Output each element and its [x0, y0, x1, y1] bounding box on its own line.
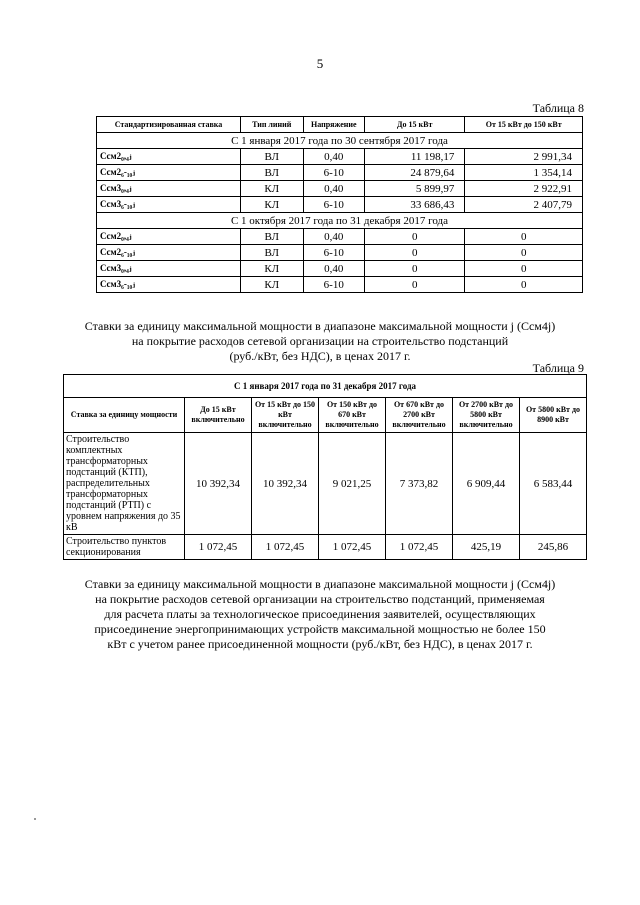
column-header: От 2700 кВт до 5800 кВт включительно	[453, 398, 520, 433]
column-header: Напряжение	[303, 117, 365, 133]
column-header: От 150 кВт до 670 кВт включительно	[319, 398, 386, 433]
period-row	[64, 375, 587, 398]
value-cell: 6 583,44	[520, 433, 587, 535]
value-cell: 1 072,45	[386, 535, 453, 560]
table-row	[64, 535, 587, 560]
rate-name: Cсм3₀,₄ⱼ	[97, 261, 241, 277]
value-cell: 0	[365, 261, 465, 277]
row-label: Строительство пунктов секционирования	[64, 535, 185, 560]
table-row	[97, 245, 583, 261]
voltage: 6-10	[303, 245, 365, 261]
heading-line: на покрытие расходов сетевой организации на строительство подстанций, применяемая	[95, 592, 545, 606]
table-9-caption: Таблица 9	[532, 361, 584, 375]
period-row	[97, 213, 583, 229]
voltage: 6-10	[303, 165, 365, 181]
table-row	[97, 277, 583, 293]
heading-line: Ставки за единицу максимальной мощности в диапазоне максимальной мощности j (Cсм4j)	[84, 577, 556, 591]
value-cell: 2 991,34	[465, 149, 583, 165]
rate-name: Cсм2₆-₁₀ⱼ	[97, 245, 241, 261]
column-header: До 15 кВт включительно	[185, 398, 252, 433]
line-type: ВЛ	[240, 229, 303, 245]
value-cell: 0	[365, 277, 465, 293]
value-cell: 2 407,79	[465, 197, 583, 213]
table-row	[64, 433, 587, 535]
value-cell: 7 373,82	[386, 433, 453, 535]
period-label: С 1 октября 2017 года по 31 декабря 2017 года	[97, 213, 583, 229]
heading-line: присоединение энергопринимающих устройств максимальной мощностью не более 150	[94, 622, 546, 636]
period-label: С 1 января 2017 года по 31 декабря 2017 года	[64, 375, 587, 398]
rate-name: Cсм3₆-₁₀ⱼ	[97, 277, 241, 293]
value-cell: 9 021,25	[319, 433, 386, 535]
column-header: От 670 кВт до 2700 кВт включительно	[386, 398, 453, 433]
value-cell: 1 354,14	[465, 165, 583, 181]
column-header: Стандартизированная ставка	[97, 117, 241, 133]
rate-name: Cсм2₆-₁₀ⱼ	[97, 165, 241, 181]
heading-line: на покрытие расходов сетевой организации на строительство подстанций	[131, 334, 509, 348]
scan-speck	[34, 818, 36, 820]
column-header: От 15 кВт до 150 кВт	[465, 117, 583, 133]
table-row	[97, 181, 583, 197]
voltage: 6-10	[303, 197, 365, 213]
value-cell: 10 392,34	[252, 433, 319, 535]
table-row	[97, 149, 583, 165]
table-10-heading	[40, 577, 600, 652]
table-row	[97, 165, 583, 181]
value-cell: 1 072,45	[252, 535, 319, 560]
column-header: Ставка за единицу мощности	[64, 398, 185, 433]
period-row	[97, 133, 583, 149]
heading-line: Ставки за единицу максимальной мощности в диапазоне максимальной мощности j (Cсм4j)	[84, 319, 556, 333]
heading-line: для расчета платы за технологическое присоединения заявителей, осуществляющих	[104, 607, 536, 621]
table-row	[97, 229, 583, 245]
table-header-row	[64, 398, 587, 433]
column-header: Тип линий	[240, 117, 303, 133]
line-type: ВЛ	[240, 165, 303, 181]
column-header: До 15 кВт	[365, 117, 465, 133]
row-label: Строительство комплектных трансформаторных подстанций (КТП), распределительных трансформаторных подстанций (РТП) с уровнем напряжения до 35 кВ	[64, 433, 185, 535]
value-cell: 24 879,64	[365, 165, 465, 181]
value-cell: 10 392,34	[185, 433, 252, 535]
table-row	[97, 261, 583, 277]
value-cell: 1 072,45	[185, 535, 252, 560]
line-type: КЛ	[240, 261, 303, 277]
value-cell: 2 922,91	[465, 181, 583, 197]
line-type: КЛ	[240, 197, 303, 213]
voltage: 6-10	[303, 277, 365, 293]
line-type: ВЛ	[240, 245, 303, 261]
rate-name: Cсм3₆-₁₀ⱼ	[97, 197, 241, 213]
heading-line: кВт с учетом ранее присоединенной мощности (руб./кВт, без НДС), в ценах 2017 г.	[107, 637, 533, 651]
voltage: 0,40	[303, 229, 365, 245]
table-8	[96, 116, 583, 293]
column-header: От 15 кВт до 150 кВт включительно	[252, 398, 319, 433]
table-9-heading	[40, 319, 600, 364]
value-cell: 6 909,44	[453, 433, 520, 535]
value-cell: 245,86	[520, 535, 587, 560]
voltage: 0,40	[303, 181, 365, 197]
value-cell: 11 198,17	[365, 149, 465, 165]
value-cell: 1 072,45	[319, 535, 386, 560]
page-number: 5	[316, 56, 324, 71]
value-cell: 0	[465, 245, 583, 261]
rate-name: Cсм2₀,₄ⱼ	[97, 149, 241, 165]
heading-line: (руб./кВт, без НДС), в ценах 2017 г.	[229, 349, 411, 363]
period-label: С 1 января 2017 года по 30 сентября 2017 года	[97, 133, 583, 149]
voltage: 0,40	[303, 149, 365, 165]
value-cell: 0	[365, 245, 465, 261]
line-type: ВЛ	[240, 149, 303, 165]
table-header-row	[97, 117, 583, 133]
table-8-caption: Таблица 8	[532, 101, 584, 115]
value-cell: 0	[465, 277, 583, 293]
value-cell: 5 899,97	[365, 181, 465, 197]
value-cell: 0	[465, 229, 583, 245]
voltage: 0,40	[303, 261, 365, 277]
value-cell: 0	[465, 261, 583, 277]
value-cell: 33 686,43	[365, 197, 465, 213]
value-cell: 425,19	[453, 535, 520, 560]
table-row	[97, 197, 583, 213]
rate-name: Cсм2₀,₄ⱼ	[97, 229, 241, 245]
column-header: От 5800 кВт до 8900 кВт	[520, 398, 587, 433]
line-type: КЛ	[240, 181, 303, 197]
line-type: КЛ	[240, 277, 303, 293]
rate-name: Cсм3₀,₄ⱼ	[97, 181, 241, 197]
table-9	[63, 374, 587, 560]
value-cell: 0	[365, 229, 465, 245]
